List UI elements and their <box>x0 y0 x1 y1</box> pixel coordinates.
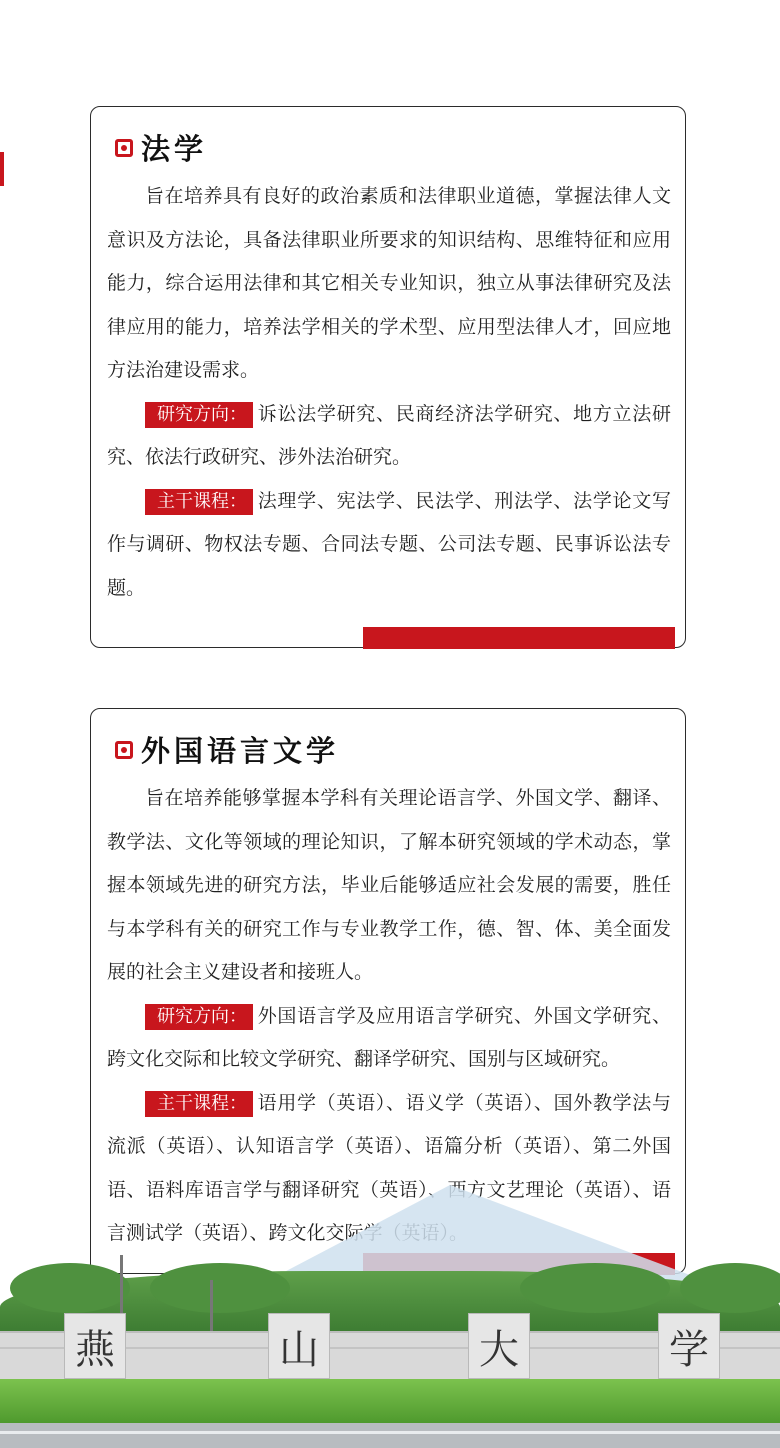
intro-paragraph: 旨在培养具有良好的政治素质和法律职业道德，掌握法律人文意识及方法论，具备法律职业所要求的知识结构、思维特征和应用能力，综合运用法律和其它相关专业知识，独立从事法律研究及法律应用的能力，培养法学相关的学术型、应用型法律人才，回应地方法治建设需求。 <box>107 185 671 381</box>
major-card-law <box>90 106 686 648</box>
card-title-row <box>115 127 207 168</box>
card-accent-bar <box>363 627 675 649</box>
gate-stone-xue: 学 <box>658 1313 720 1379</box>
tree-cluster <box>10 1263 130 1313</box>
left-accent-mark <box>0 152 4 186</box>
research-text: 外国语言学及应用语言学研究、外国文学研究、跨文化交际和比较文学研究、翻译学研究、国别与区域研究。 <box>107 1004 671 1070</box>
card-body <box>107 777 671 1256</box>
tree-cluster <box>680 1263 780 1313</box>
campus-gate-illustration <box>0 1185 780 1448</box>
major-title: 外国语言文学 <box>141 734 340 768</box>
research-label: 研究方向： <box>145 1004 253 1030</box>
gate-stone-da: 大 <box>468 1313 530 1379</box>
gate-stone-shan: 山 <box>268 1313 330 1379</box>
card-title-row <box>115 729 339 770</box>
card-body <box>107 175 671 610</box>
bullet-square-icon <box>115 741 133 759</box>
street-lamp <box>210 1280 213 1335</box>
research-paragraph <box>107 995 671 1082</box>
road <box>0 1423 780 1448</box>
courses-text: 语用学（英语）、语义学（英语）、国外教学法与流派（英语）、认知语言学（英语）、语篇分析（英语）、第二外国语、语料库语言学与翻译研究（英语）、西方文艺理论（英语）、语言测试学（英语）、跨文化交际学（英语）。 <box>107 1091 671 1244</box>
research-label: 研究方向： <box>145 402 253 428</box>
tree-cluster <box>520 1263 670 1313</box>
gate-stone-yan: 燕 <box>64 1313 126 1379</box>
intro-paragraph: 旨在培养能够掌握本学科有关理论语言学、外国文学、翻译、教学法、文化等领域的理论知识，了解本研究领域的学术动态，掌握本领域先进的研究方法，毕业后能够适应社会发展的需要，胜任与本学科有关的研究工作与专业教学工作，德、智、体、美全面发展的社会主义建设者和接班人。 <box>107 787 671 983</box>
bullet-square-icon <box>115 139 133 157</box>
lawn <box>0 1379 780 1423</box>
courses-paragraph <box>107 480 671 611</box>
research-paragraph <box>107 393 671 480</box>
courses-label: 主干课程： <box>145 489 253 515</box>
courses-label: 主干课程： <box>145 1091 253 1117</box>
major-title: 法学 <box>141 132 208 166</box>
research-text: 诉讼法学研究、民商经济法学研究、地方立法研究、依法行政研究、涉外法治研究。 <box>107 402 671 468</box>
tree-cluster <box>150 1263 290 1313</box>
road-marking <box>0 1431 780 1434</box>
courses-text: 法理学、宪法学、民法学、刑法学、法学论文写作与调研、物权法专题、合同法专题、公司法专题、民事诉讼法专题。 <box>107 489 671 599</box>
